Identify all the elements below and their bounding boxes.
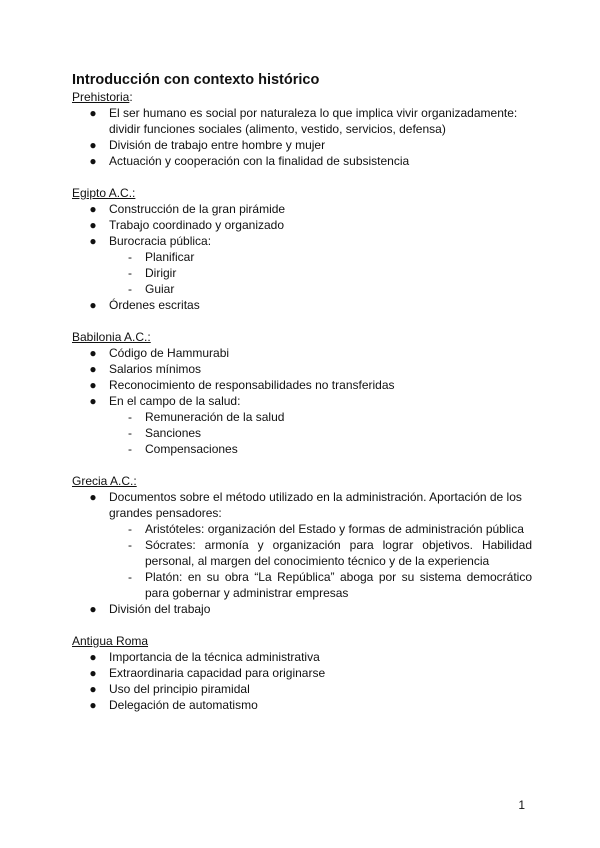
document-title: Introducción con contexto histórico — [72, 72, 320, 88]
bullet-item — [72, 665, 532, 681]
sections-container — [72, 89, 532, 713]
section-heading — [72, 329, 532, 345]
bullet-item — [72, 137, 532, 153]
bullet-item — [72, 217, 532, 233]
section-heading-text: Antigua Roma — [72, 634, 149, 648]
section — [72, 473, 532, 617]
section-heading-text: Prehistoria — [72, 90, 130, 104]
bullet-item — [72, 345, 532, 361]
bullet-icon: ● — [89, 298, 97, 312]
dash-item — [109, 537, 532, 569]
dash-text: Compensaciones — [145, 442, 238, 456]
bullet-icon: ● — [89, 394, 97, 408]
section-heading-text: Grecia A.C.: — [72, 474, 137, 488]
bullet-icon: ● — [89, 154, 97, 168]
dash-item — [109, 281, 532, 297]
section-heading — [72, 633, 532, 649]
dash-item — [109, 521, 532, 537]
bullet-text: Uso del principio piramidal — [109, 682, 250, 696]
bullet-item — [72, 393, 532, 457]
bullet-text: Importancia de la técnica administrativa — [109, 650, 320, 664]
section-heading — [72, 473, 532, 489]
bullet-item — [72, 681, 532, 697]
bullet-icon: ● — [89, 682, 97, 696]
bullet-item — [72, 105, 532, 137]
bullet-icon: ● — [89, 346, 97, 360]
bullet-icon: ● — [89, 666, 97, 680]
dash-icon: - — [128, 410, 132, 424]
bullet-icon: ● — [89, 218, 97, 232]
bullet-icon: ● — [89, 490, 97, 504]
dash-icon: - — [128, 442, 132, 456]
dash-item — [109, 265, 532, 281]
bullet-list — [72, 489, 532, 617]
dash-item — [109, 569, 532, 601]
section — [72, 633, 532, 713]
bullet-item — [72, 697, 532, 713]
dash-icon: - — [128, 266, 132, 280]
bullet-text: Documentos sobre el método utilizado en la administración. Aportación de los grandes pensadores: — [109, 490, 522, 520]
dash-text: Planificar — [145, 250, 195, 264]
dash-icon: - — [128, 250, 132, 264]
bullet-text: Trabajo coordinado y organizado — [109, 218, 285, 232]
section-heading — [72, 89, 532, 105]
bullet-item — [72, 601, 532, 617]
section-heading-text: Babilonia A.C.: — [72, 330, 151, 344]
bullet-text: Extraordinaria capacidad para originarse — [109, 666, 326, 680]
bullet-icon: ● — [89, 378, 97, 392]
bullet-text: Construcción de la gran pirámide — [109, 202, 286, 216]
bullet-text: En el campo de la salud: — [109, 394, 241, 408]
bullet-text: Burocracia pública: — [109, 234, 212, 248]
bullet-text: Salarios mínimos — [109, 362, 202, 376]
dash-item — [109, 249, 532, 265]
section-heading-suffix: : — [129, 90, 133, 104]
dash-icon: - — [128, 538, 132, 552]
dash-icon: - — [128, 282, 132, 296]
dash-item — [109, 409, 532, 425]
bullet-text: División de trabajo entre hombre y mujer — [109, 138, 326, 152]
bullet-icon: ● — [89, 138, 97, 152]
section — [72, 89, 532, 169]
bullet-icon: ● — [89, 650, 97, 664]
bullet-item — [72, 153, 532, 169]
page-number: 1 — [518, 798, 525, 812]
bullet-icon: ● — [89, 362, 97, 376]
section — [72, 329, 532, 457]
bullet-text: El ser humano es social por naturaleza lo que implica vivir organizadamente: dividir funciones sociales (alimento, vestido, servicios, defensa) — [109, 106, 518, 136]
bullet-item — [72, 297, 532, 313]
bullet-icon: ● — [89, 698, 97, 712]
dash-list — [109, 521, 532, 601]
document-content — [72, 71, 532, 713]
bullet-item — [72, 361, 532, 377]
dash-text: Aristóteles: organización del Estado y formas de administración pública — [145, 522, 524, 536]
bullet-text: Actuación y cooperación con la finalidad de subsistencia — [109, 154, 410, 168]
dash-text: Remuneración de la salud — [145, 410, 285, 424]
bullet-icon: ● — [89, 234, 97, 248]
bullet-item — [72, 649, 532, 665]
dash-icon: - — [128, 522, 132, 536]
dash-text: Sanciones — [145, 426, 202, 440]
section — [72, 185, 532, 313]
section-heading — [72, 185, 532, 201]
bullet-item — [72, 489, 532, 601]
dash-icon: - — [128, 570, 132, 584]
dash-list — [109, 409, 532, 457]
bullet-text: Reconocimiento de responsabilidades no transferidas — [109, 378, 395, 392]
section-heading-text: Egipto A.C.: — [72, 186, 136, 200]
bullet-text: División del trabajo — [109, 602, 211, 616]
dash-text: Guiar — [145, 282, 175, 296]
bullet-text: Delegación de automatismo — [109, 698, 258, 712]
dash-text: Sócrates: armonía y organización para lograr objetivos. Habilidad personal, al margen del conocimiento técnico y de la experiencia — [145, 538, 532, 568]
bullet-text: Órdenes escritas — [109, 298, 200, 312]
bullet-icon: ● — [89, 106, 97, 120]
bullet-icon: ● — [89, 202, 97, 216]
bullet-list — [72, 201, 532, 313]
bullet-list — [72, 649, 532, 713]
dash-text: Dirigir — [145, 266, 177, 280]
bullet-item — [72, 233, 532, 297]
dash-text: Platón: en su obra “La República” aboga por su sistema democrático para gobernar y administrar empresas — [145, 570, 532, 600]
bullet-list — [72, 105, 532, 169]
bullet-icon: ● — [89, 602, 97, 616]
dash-item — [109, 441, 532, 457]
dash-icon: - — [128, 426, 132, 440]
dash-list — [109, 249, 532, 297]
bullet-item — [72, 377, 532, 393]
bullet-list — [72, 345, 532, 457]
dash-item — [109, 425, 532, 441]
bullet-item — [72, 201, 532, 217]
bullet-text: Código de Hammurabi — [109, 346, 230, 360]
